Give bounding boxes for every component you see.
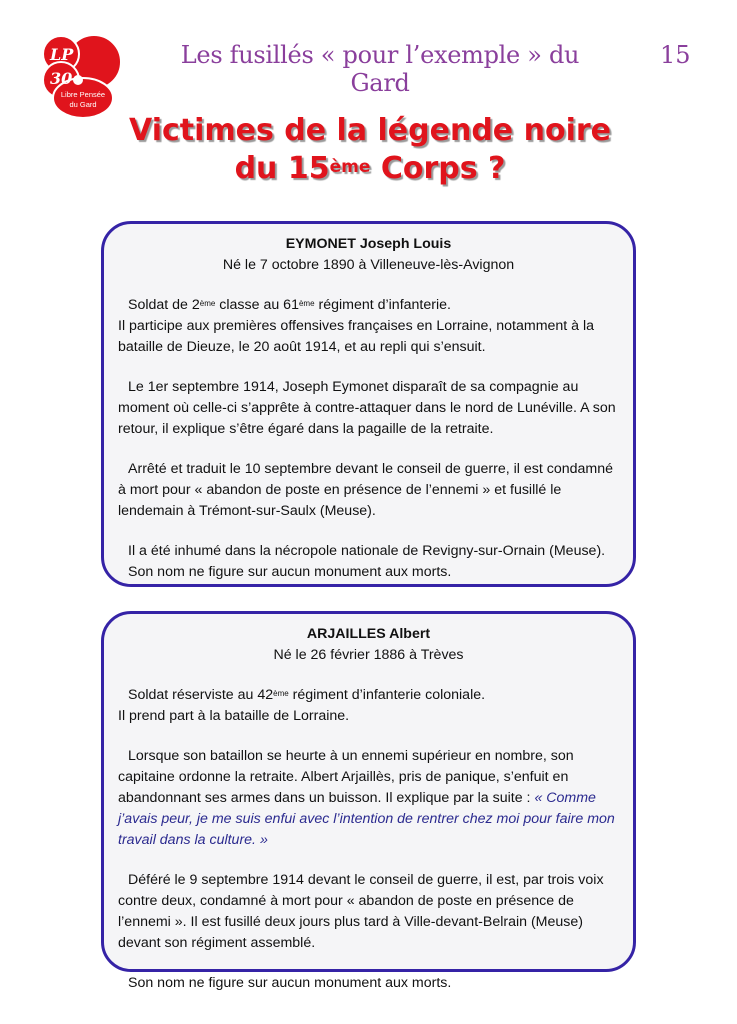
main-title-line1: Victimes de la légende noire bbox=[129, 113, 611, 148]
main-title-line2-pre: du 15 bbox=[234, 151, 330, 186]
logo-text-libre-pensee: Libre Pensée bbox=[60, 90, 106, 99]
entry-paragraph-3: Arrêté et traduit le 10 septembre devant le conseil de guerre, il est condamné à mort pour « abandon de poste en présence de l’ennemi » et fusillé le lendemain à Trémont-sur-Saulx (Meuse). bbox=[118, 461, 614, 519]
entry-paragraph-5: Son nom ne figure sur aucun monument aux morts. bbox=[128, 564, 452, 580]
p1-text-b: classe au 61 bbox=[215, 297, 299, 313]
entry-paragraph-4: Il a été inhumé dans la nécropole nationale de Revigny-sur-Ornain (Meuse). bbox=[128, 543, 606, 559]
p1-text-a: Soldat réserviste au 42 bbox=[128, 687, 274, 703]
entry-card-eymonet bbox=[101, 221, 636, 587]
entry-birth: Né le 7 octobre 1890 à Villeneuve-lès-Avignon bbox=[222, 257, 515, 273]
testimony-quote: « Comme j’avais peur, je me suis enfui avec l’intention de rentrer chez moi pour faire mon travail dans la culture. » bbox=[118, 790, 615, 848]
p1-sup: ème bbox=[273, 689, 289, 698]
running-header-title: Les fusillés « pour l’exemple » du Gard bbox=[180, 41, 580, 97]
entry-paragraph-1 bbox=[104, 685, 633, 727]
logo-text-lp: LP bbox=[50, 45, 74, 64]
p1-text-b: régiment d’infanterie coloniale. bbox=[288, 687, 486, 703]
logo-text-30: 30 bbox=[50, 69, 73, 88]
page-number: 15 bbox=[660, 41, 691, 69]
entry-paragraph-2 bbox=[104, 746, 633, 851]
entry-birth: Né le 26 février 1886 à Trèves bbox=[273, 647, 464, 663]
p1-line-2: Il participe aux premières offensives françaises en Lorraine, notamment à la bataille de Dieuze, le 20 août 1914, et au repli qui s’ensuit. bbox=[118, 318, 595, 355]
entry-card-arjailles bbox=[101, 611, 636, 991]
p1-sup-1: ème bbox=[199, 299, 216, 308]
entry-paragraph-1 bbox=[104, 295, 633, 358]
entry-paragraph-4: Son nom ne figure sur aucun monument aux morts. bbox=[128, 975, 452, 991]
main-title-superscript: ème bbox=[329, 157, 371, 177]
p1-line-2: Il prend part à la bataille de Lorraine. bbox=[118, 708, 350, 724]
main-title-line2 bbox=[100, 150, 640, 188]
p1-sup-2: ème bbox=[298, 299, 315, 308]
p1-text-c: régiment d’infanterie. bbox=[314, 297, 451, 313]
main-title bbox=[100, 112, 640, 188]
pansy-logo-icon bbox=[30, 30, 130, 120]
libre-pensee-logo bbox=[30, 30, 130, 120]
entry-name: ARJAILLES Albert bbox=[306, 626, 431, 642]
logo-text-du-gard: du Gard bbox=[69, 100, 97, 109]
p2-text: Lorsque son bataillon se heurte à un ennemi supérieur en nombre, son capitaine ordonne la retraite. Albert Arjaillès, pris de panique, s’enfuit en abandonnant ses armes dans un buisson. Il explique par la suite : bbox=[118, 748, 574, 806]
entry-name: EYMONET Joseph Louis bbox=[285, 236, 452, 252]
entry-paragraph-3: Déféré le 9 septembre 1914 devant le conseil de guerre, il est, par trois voix contre deux, condamné à mort pour « abandon de poste en présence de l’ennemi ». Il est fusillé deux jours plus tard à Ville-devant-Belrain (Meuse) devant son régiment assemblé. bbox=[118, 872, 604, 951]
p1-text-a: Soldat de 2 bbox=[128, 297, 200, 313]
entry-paragraph-2: Le 1er septembre 1914, Joseph Eymonet disparaît de sa compagnie au moment où celle-ci s’apprête à contre-attaquer dans le nord de Lunéville. A son retour, il explique s’être égaré dans la pagaille de la retraite. bbox=[118, 379, 616, 437]
main-title-line2-post: Corps ? bbox=[370, 151, 506, 186]
